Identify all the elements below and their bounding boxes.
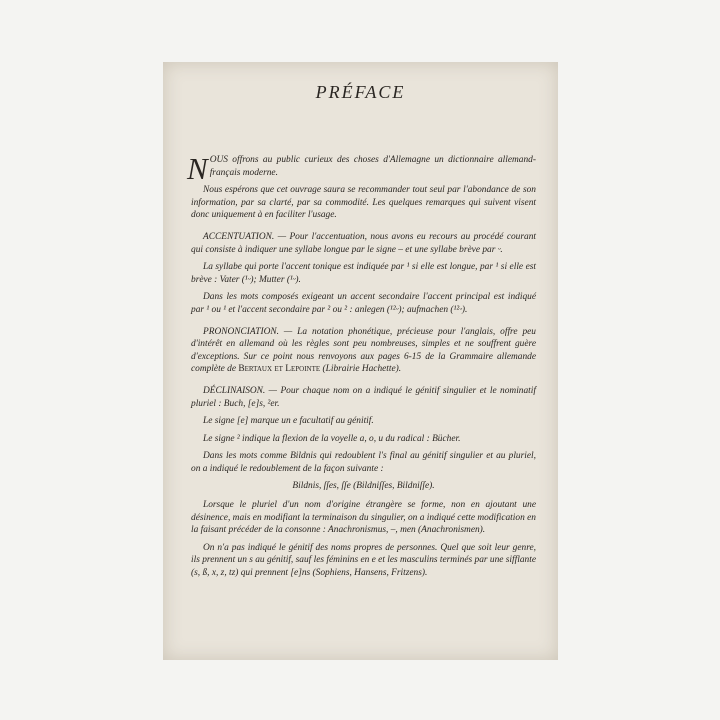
- paragraph-proper-names: On n'a pas indiqué le génitif des noms propres de personnes. Quel que soit leur genre, ils prennent un s au génitif, sauf les féminins en e et les masculins terminés par une sifflante (s, ß, x, z, tz) qui prennent [e]ns (Sophiens, Hansens, Fritzens).: [191, 542, 536, 579]
- paragraph-text: OUS offrons au public curieux des choses d'Allemagne un dictionnaire allemand-français moderne.: [209, 155, 536, 178]
- paragraph-optional-e: Le signe [e] marque un e facultatif au génitif.: [203, 416, 374, 427]
- paragraph-umlaut: Le signe ² indique la flexion de la voyelle a, o, u du radical : Bücher.: [203, 433, 461, 444]
- paragraph-pronunciation: [191, 326, 536, 376]
- paragraph-foreign-plural: Lorsque le pluriel d'un nom d'origine étrangère se forme, non en ajoutant une désinence, mais en modifiant la terminaison du singulier, on a indiqué cette modification en la faisant précéder de la consonne : Anachronismus, –, men (Anachronismen).: [191, 500, 536, 536]
- paragraph-tonic-accent: La syllabe qui porte l'accent tonique est indiquée par ¹ si elle est longue, par ¹ si elle est brève : Vater (¹ᵕ); Mutter (¹ᵕ).: [191, 262, 536, 285]
- paragraph-intro: [187, 151, 536, 186]
- paragraph-declension: DÉCLINAISON. — Pour chaque nom on a indiqué le génitif singulier et le nominatif pluriel : Buch, [e]s, ²er.: [191, 385, 536, 409]
- book-page: [163, 62, 558, 660]
- double-s-example: Bildnis, ſſes, ſſe (Bildniſſes, Bildniſſe).: [292, 481, 435, 492]
- publisher-note: (Librairie Hachette).: [322, 364, 402, 375]
- drop-cap: N: [187, 151, 208, 186]
- preface-text: [187, 151, 536, 585]
- paragraph-double-s: Dans les mots comme Bildnis qui redoublent l's final au génitif singulier et au pluriel, on a indiqué le redoublement de la façon suivante :: [191, 451, 536, 474]
- paragraph-compound-accent: Dans les mots composés exigeant un accent secondaire l'accent principal est indiqué par ¹ ou ¹ et l'accent secondaire par ² ou ² : anlegen (¹²ᵕ); aufmachen (¹²ᵕ).: [191, 292, 536, 315]
- page-title: PRÉFACE: [315, 82, 406, 102]
- paragraph-hopes: Nous espérons que cet ouvrage saura se recommander tout seul par l'abondance de son information, par sa clarté, par sa commodité. Les quelques remarques qui suivent visent donc uniquement à en faciliter l'usage.: [191, 185, 536, 221]
- author-names: Bertaux et Lepointe: [238, 364, 321, 375]
- paragraph-text: PRONONCIATION. — La notation phonétique, précieuse pour l'anglais, offre peu d'intérêt en allemand où les règles sont peu nombreuses, simples et ne souffrent guère d'exceptions. Sur ce point nous renvoyons aux pages 6-15 de la Grammaire allemande complète de: [191, 326, 536, 375]
- paragraph-accentuation: ACCENTUATION. — Pour l'accentuation, nous avons eu recours au procédé courant qui consiste à indiquer une syllabe longue par le signe – et une syllabe brève par ᵕ.: [191, 231, 536, 255]
